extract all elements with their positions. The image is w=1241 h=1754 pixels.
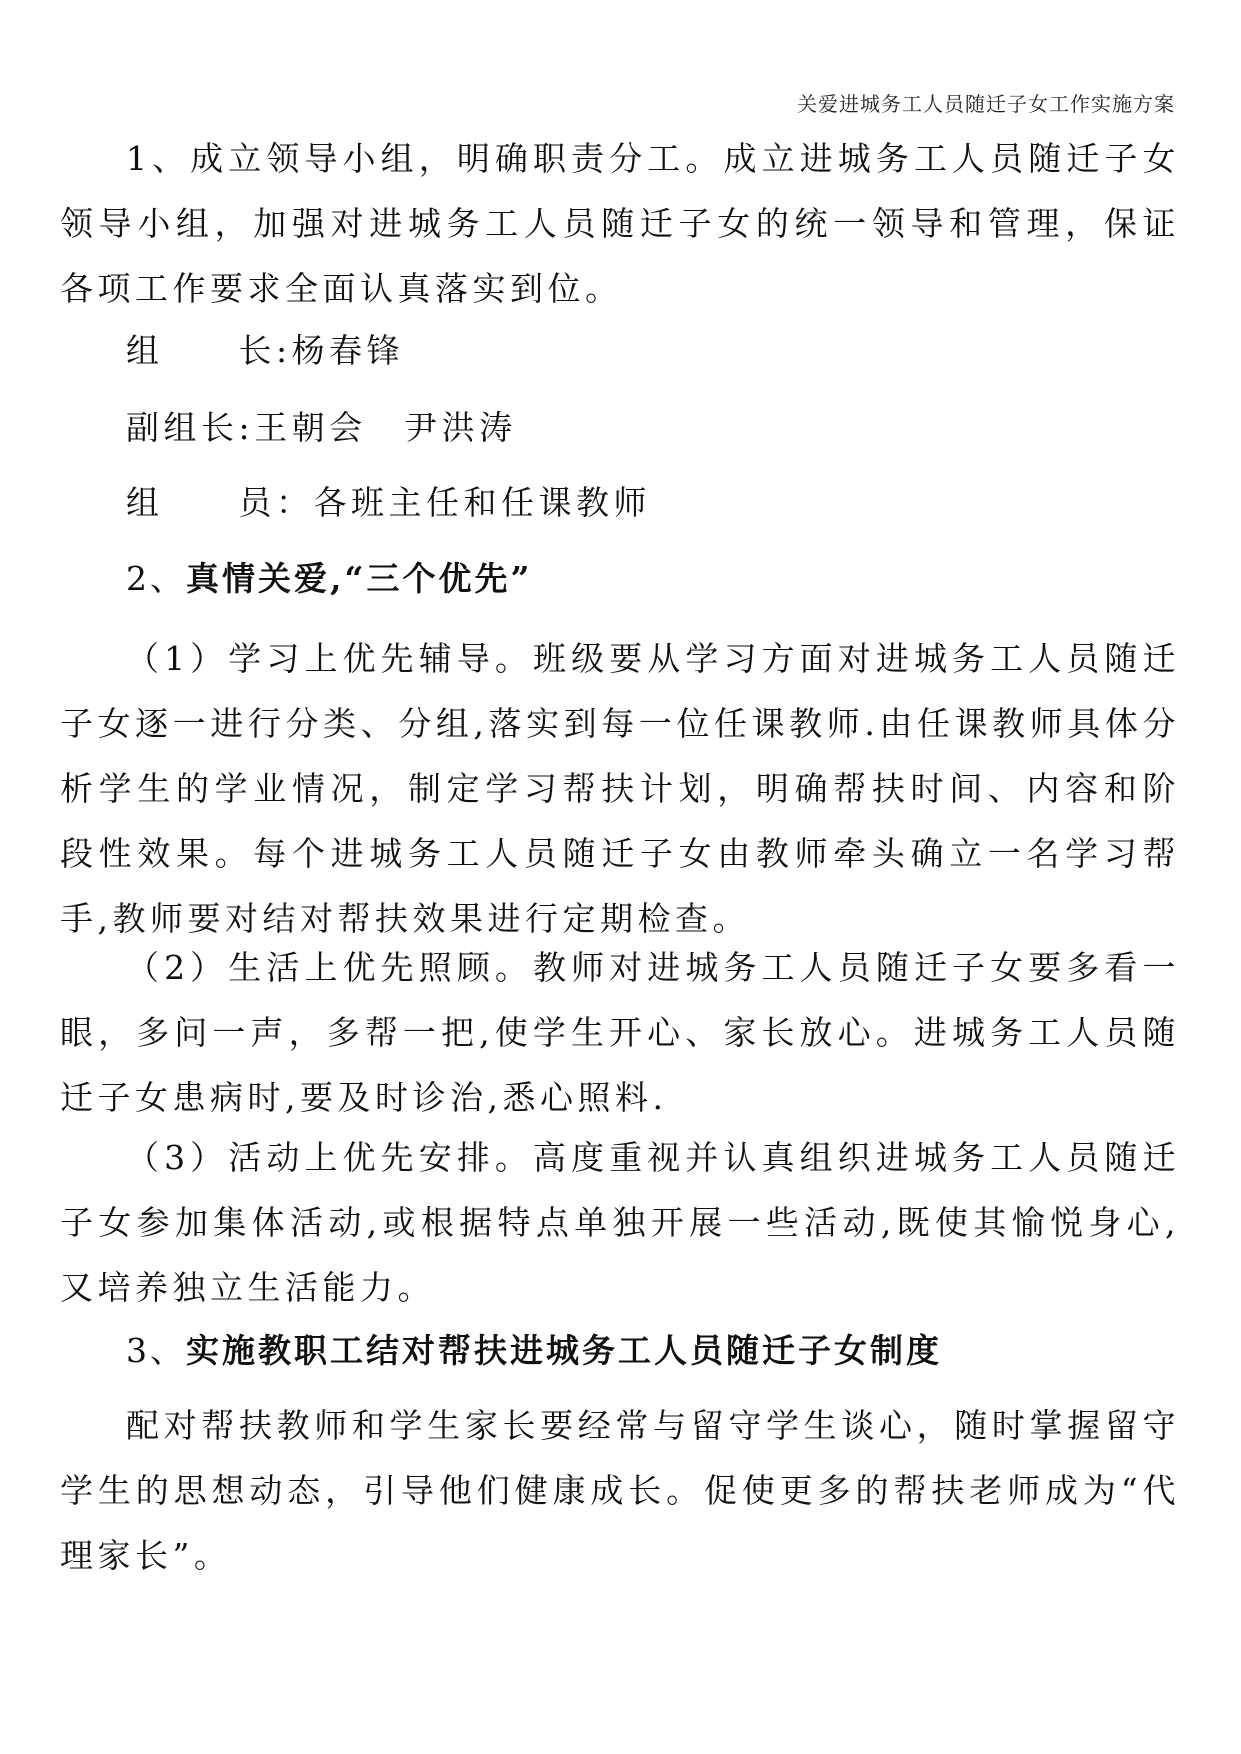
- section-2-title: 真情关爱,“三个优先”: [186, 559, 533, 598]
- page-header: 关爱进城务工人员随迁子女工作实施方案: [797, 92, 1175, 116]
- section-2-number: 2、: [126, 559, 186, 598]
- section-3-heading: [126, 1318, 942, 1383]
- deputy-line: [126, 395, 517, 460]
- leader-value: 杨春锋: [291, 331, 405, 370]
- deputy-label: 副组长:: [126, 408, 255, 447]
- section-1-paragraph: 1、成立领导小组，明确职责分工。成立进城务工人员随迁子女领导小组，加强对进城务工人员随迁子女的统一领导和管理，保证各项工作要求全面认真落实到位。: [60, 139, 1180, 308]
- section-2-heading: [126, 546, 532, 611]
- section-2-item-3: （3）活动上优先安排。高度重视并认真组织进城务工人员随迁子女参加集体活动,或根据特点单独开展一些活动,既使其愉悦身心,又培养独立生活能力。: [60, 1138, 1180, 1307]
- section-3-title: 实施教职工结对帮扶进城务工人员随迁子女制度: [186, 1331, 942, 1370]
- leader-line: [126, 318, 404, 383]
- member-label: 组 员：: [126, 483, 314, 522]
- section-2-item-2: （2）生活上优先照顾。教师对进城务工人员随迁子女要多看一眼，多问一声，多帮一把,使学生开心、家长放心。进城务工人员随迁子女患病时,要及时诊治,悉心照料.: [60, 948, 1180, 1117]
- section-3-number: 3、: [126, 1331, 186, 1370]
- deputy-value: 王朝会 尹洪涛: [254, 408, 517, 447]
- member-line: [126, 470, 651, 535]
- leader-label: 组 长:: [126, 331, 292, 370]
- member-value: 各班主任和任课教师: [313, 483, 651, 522]
- section-2-item-1: （1）学习上优先辅导。班级要从学习方面对进城务工人员随迁子女逐一进行分类、分组,落实到每一位任课教师.由任课教师具体分析学生的学业情况，制定学习帮扶计划，明确帮扶时间、内容和阶段性效果。每个进城务工人员随迁子女由教师牵头确立一名学习帮手,教师要对结对帮扶效果进行定期检查。: [60, 639, 1180, 938]
- section-3-paragraph: 配对帮扶教师和学生家长要经常与留守学生谈心，随时掌握留守学生的思想动态，引导他们健康成长。促使更多的帮扶老师成为“代理家长”。: [60, 1406, 1180, 1575]
